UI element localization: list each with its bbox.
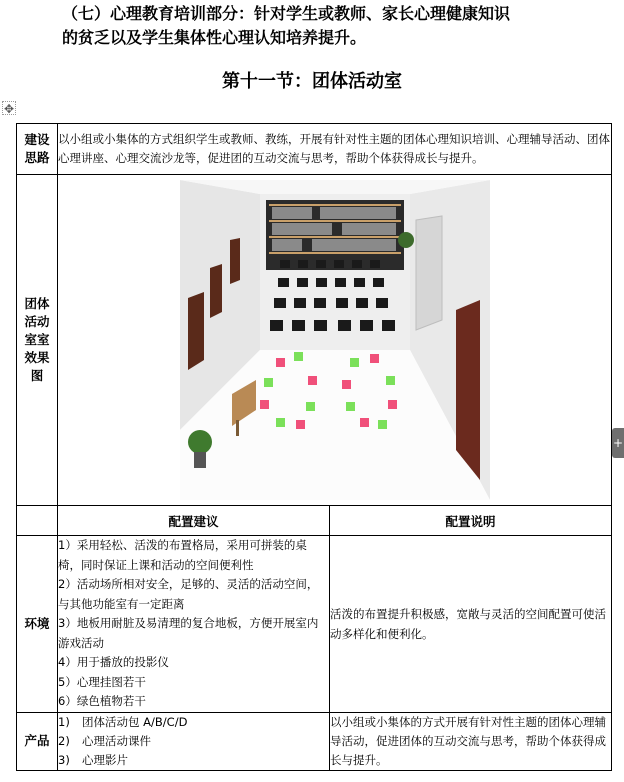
product-explanation: 以小组或小集体的方式开展有针对性主题的团体心理辅导活动，促进团体的互动交流与思考，帮助个体获得成长与提升。 [330,712,612,770]
row-design-text: 以小组或小集体的方式组织学生或教师、教练，开展有针对性主题的团体心理知识培训、心理辅导活动、团体心理讲座、心理交流沙龙等，促进团的互动交流与思考，帮助个体获得成长与提升。 [58,124,612,175]
section-title: 第十一节：团体活动室 [222,71,402,92]
environment-suggestions [58,536,330,713]
list-item: 3）地板用耐脏及易清理的复合地板，方便开展室内游戏活动 [58,616,319,650]
list-item: 1) 团体活动包 A/B/C/D [58,714,188,729]
room-render-image [180,180,490,500]
row-image-label: 团体 活动 室室 效果 图 [17,175,58,506]
row-design [17,124,612,175]
list-item: 5）心理挂图若干 [58,674,146,689]
move-handle-icon[interactable]: ✥ [3,102,15,116]
list-item: 2）活动场所相对安全，足够的、灵活的活动空间，与其他功能室有一定距离 [58,577,319,611]
list-item: 4）用于播放的投影仪 [58,655,169,669]
header-config-explanation: 配置说明 [330,506,612,536]
row-product-label: 产品 [17,712,58,770]
chapter-heading-line2: 的贫乏以及学生集体性心理认知培养提升。 [62,28,367,47]
plus-icon[interactable]: + [612,428,624,458]
list-item: 6）绿色植物若干 [58,694,146,708]
list-item: 1）采用轻松、活泼的布置格局，采用可拼装的桌椅，同时保证上课和活动的空间便利性 [58,538,307,572]
row-header [17,506,612,536]
list-item: 3) 心理影片 [58,752,128,767]
row-design-label: 建设 思路 [17,124,58,175]
row-environment [17,536,612,713]
plan-table [16,123,612,771]
environment-explanation: 活泼的布置提升积极感，宽敞与灵活的空间配置可使活动多样化和便利化。 [330,536,612,713]
row-image [17,175,612,506]
row-product [17,712,612,770]
row-environment-label: 环境 [17,536,58,713]
product-list [58,712,330,770]
list-item: 2) 心理活动课件 [58,733,151,748]
room-render-cell [58,175,612,506]
header-config-suggestion: 配置建议 [58,506,330,536]
chapter-heading-line1: （七）心理教育培训部分：针对学生或教师、家长心理健康知识 [62,4,511,23]
header-empty-cell [17,506,58,536]
chapter-heading [62,2,582,50]
